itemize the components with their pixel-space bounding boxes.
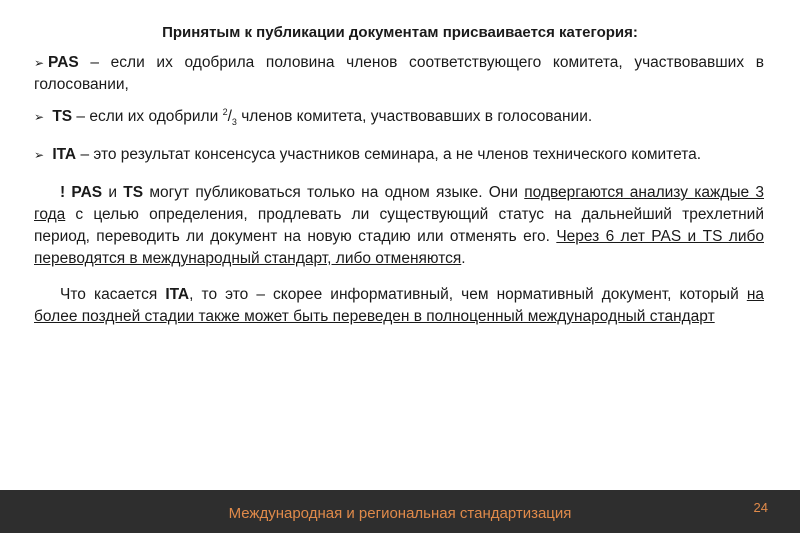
para1-text-3: .: [461, 250, 466, 267]
para1-and: и: [102, 184, 124, 201]
arrow-bullet-icon: ➢: [34, 110, 45, 124]
bullet-ts-text-after: членов комитета, участвовавших в голосовании.: [236, 108, 593, 125]
para2-text-1: Что касается: [60, 286, 166, 303]
para2-text-2: , то это – скорее информативный, чем нормативный документ, который: [189, 286, 747, 303]
arrow-bullet-icon: ➢: [34, 56, 45, 70]
slide-title: Принятым к публикации документам присваивается категория:: [162, 24, 638, 41]
bullet-ita-text: – это результат консенсуса участников семинара, а не членов технического комитета.: [76, 146, 702, 163]
slide-body: [34, 52, 764, 328]
term-ita: ITA: [52, 146, 77, 163]
term-ita: ITA: [165, 286, 190, 303]
fraction-numerator: 2: [222, 106, 228, 117]
term-ts: TS: [123, 184, 144, 201]
bullet-ts-text-before: – если их одобрили: [72, 108, 223, 125]
exclamation-mark: !: [60, 184, 66, 201]
term-pas: PAS: [48, 54, 79, 71]
paragraph-pas-ts: [34, 182, 764, 270]
footer-bar: [0, 490, 800, 533]
para1-underlined-1: подвергаются анализу каждые 3 года: [34, 184, 765, 223]
fraction-separator: /: [227, 108, 232, 125]
bullet-ita: [34, 144, 764, 166]
arrow-bullet-icon: ➢: [34, 148, 45, 162]
footer-title: Международная и региональная стандартизация: [228, 505, 572, 522]
para1-underlined-2: Через 6 лет PAS и TS либо переводятся в международный стандарт, либо отменяются: [34, 228, 764, 267]
para2-underlined-1: на более поздней стадии также может быть переведен в полноценный международный стандарт: [34, 286, 764, 325]
para1-text-2: с целью определения, продлевать ли существующий статус на дальнейший трехлетний период, переводить ли документ на новую стадию или отменять его.: [34, 206, 764, 245]
term-ts: TS: [52, 108, 73, 125]
paragraph-ita: [34, 284, 764, 328]
fraction-denominator: 3: [231, 117, 237, 128]
term-pas: PAS: [71, 184, 103, 201]
bullet-pas-text: – если их одобрила половина членов соответствующего комитета, участвовавших в голосовании,: [34, 54, 764, 93]
bullet-ts: [34, 106, 764, 128]
page-number: 24: [753, 500, 768, 515]
para1-text-1: могут публиковаться только на одном языке. Они: [143, 184, 525, 201]
bullet-pas: [34, 52, 764, 96]
